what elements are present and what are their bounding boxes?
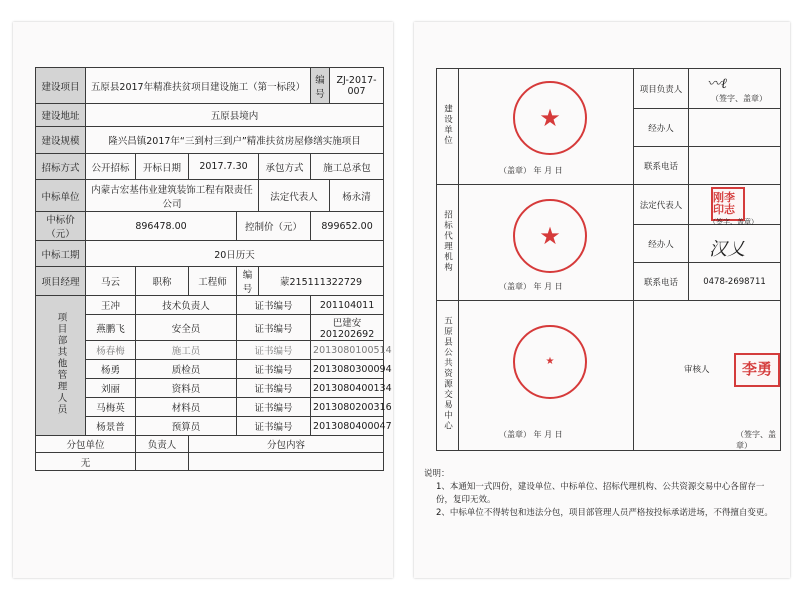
staff-cert: 2013080400047 bbox=[311, 417, 384, 436]
staff-name: 刘丽 bbox=[86, 379, 136, 398]
control-value: 899652.00 bbox=[311, 212, 384, 241]
bid-info-table bbox=[35, 67, 392, 471]
cert-value: 蒙215111322729 bbox=[259, 267, 384, 296]
staff-cert-label: 证书编号 bbox=[237, 417, 311, 436]
title-label: 职称 bbox=[136, 267, 189, 296]
section2-stamp-area bbox=[459, 185, 634, 301]
project-label: 建设项目 bbox=[36, 68, 86, 104]
agent-phone-value: 0478-2698711 bbox=[689, 263, 781, 301]
staff-row bbox=[36, 360, 384, 379]
staff-cert: 2013080100514 bbox=[311, 341, 384, 360]
left-page bbox=[13, 22, 393, 578]
agent-handler-label: 经办人 bbox=[634, 225, 689, 263]
sub-unit-label: 分包单位 bbox=[36, 436, 136, 453]
scale-value: 隆兴昌镇2017年“三到村三到户”精准扶贫房屋修缮实施项目 bbox=[86, 127, 384, 154]
site-value: 五原县境内 bbox=[86, 104, 384, 127]
period-label: 中标工期 bbox=[36, 241, 86, 267]
staff-name: 燕鹏飞 bbox=[86, 315, 136, 341]
legal-rep-value bbox=[689, 185, 781, 225]
staff-row bbox=[36, 398, 384, 417]
legal-sign-hint: （签字、盖章） bbox=[709, 218, 758, 226]
agent-handler-value bbox=[689, 225, 781, 263]
seal-date-line: （盖章） 年 月 日 bbox=[499, 166, 563, 175]
project-head-label: 项目负责人 bbox=[634, 69, 689, 109]
staff-cert: 2013080400134 bbox=[311, 379, 384, 398]
open-date-label: 开标日期 bbox=[136, 154, 189, 180]
seal-date-line: （盖章） 年 月 日 bbox=[499, 430, 563, 439]
others-label: 项目部其他管理人员 bbox=[36, 296, 86, 436]
staff-role: 安全员 bbox=[136, 315, 237, 341]
staff-row bbox=[36, 379, 384, 398]
section1-label: 建设单位 bbox=[437, 69, 459, 185]
staff-role: 资料员 bbox=[136, 379, 237, 398]
sub-head-value bbox=[136, 453, 189, 471]
title-value: 工程师 bbox=[189, 267, 237, 296]
section1-stamp-area bbox=[459, 69, 634, 185]
staff-name: 王冲 bbox=[86, 296, 136, 315]
method-label: 招标方式 bbox=[36, 154, 86, 180]
scale-label: 建设规模 bbox=[36, 127, 86, 154]
staff-name: 杨景普 bbox=[86, 417, 136, 436]
staff-cert-label: 证书编号 bbox=[237, 398, 311, 417]
reviewer-cell bbox=[634, 301, 781, 451]
sub-content-label: 分包内容 bbox=[189, 436, 384, 453]
legal-rep-value: 杨永清 bbox=[330, 180, 384, 212]
staff-cert-label: 证书编号 bbox=[237, 379, 311, 398]
agent-phone-label: 联系电话 bbox=[634, 263, 689, 301]
staff-cert: 2013080300094 bbox=[311, 360, 384, 379]
handler-label: 经办人 bbox=[634, 109, 689, 147]
agent-handler-signature: 汉乂 bbox=[709, 239, 745, 260]
staff-row bbox=[36, 296, 384, 315]
staff-cert-label: 证书编号 bbox=[237, 360, 311, 379]
legal-rep-label: 法定代表人 bbox=[634, 185, 689, 225]
staff-role: 质检员 bbox=[136, 360, 237, 379]
manager-label: 项目经理 bbox=[36, 267, 86, 296]
phone-value bbox=[689, 147, 781, 185]
seal-star-icon: ★ bbox=[539, 222, 561, 250]
staff-role: 预算员 bbox=[136, 417, 237, 436]
signature-table bbox=[436, 68, 781, 451]
sub-head-label: 负责人 bbox=[136, 436, 189, 453]
note-item: 2、中标单位不得转包和违法分包，项目部管理人员严格按投标承诺进场，不得擅自变更。 bbox=[436, 508, 773, 518]
staff-row bbox=[36, 341, 384, 360]
price-label: 中标价（元） bbox=[36, 212, 86, 241]
staff-row bbox=[36, 417, 384, 436]
site-label: 建设地址 bbox=[36, 104, 86, 127]
seal-date-line: （盖章） 年 月 日 bbox=[499, 282, 563, 291]
staff-cert: 巴建安201202692 bbox=[311, 315, 384, 341]
reviewer-label: 审核人 bbox=[684, 365, 710, 375]
project-head-signature: 〰ℓ bbox=[707, 76, 727, 92]
staff-cert-label: 证书编号 bbox=[237, 296, 311, 315]
staff-name: 马梅英 bbox=[86, 398, 136, 417]
phone-label: 联系电话 bbox=[634, 147, 689, 185]
number-label: 编号 bbox=[311, 68, 330, 104]
staff-cert: 201104011 bbox=[311, 296, 384, 315]
note-item: 1、本通知一式四份，建设单位、中标单位、招标代理机构、公共资源交易中心各留存一份，复印无效。 bbox=[436, 482, 765, 505]
project-head-value bbox=[689, 69, 781, 109]
method-value: 公开招标 bbox=[86, 154, 136, 180]
staff-role: 技术负责人 bbox=[136, 296, 237, 315]
notes-section bbox=[424, 468, 774, 520]
legal-rep-seal: 刚李印志 bbox=[711, 187, 745, 221]
control-label: 控制价（元） bbox=[237, 212, 311, 241]
agency-seal bbox=[513, 199, 587, 273]
winner-label: 中标单位 bbox=[36, 180, 86, 212]
staff-role: 施工员 bbox=[136, 341, 237, 360]
period-value: 20日历天 bbox=[86, 241, 384, 267]
staff-cert: 2013080200316 bbox=[311, 398, 384, 417]
staff-cert-label: 证书编号 bbox=[237, 341, 311, 360]
price-value: 896478.00 bbox=[86, 212, 237, 241]
section2-label: 招标代理机构 bbox=[437, 185, 459, 301]
sub-unit-value: 无 bbox=[36, 453, 136, 471]
number-value: ZJ-2017-007 bbox=[330, 68, 384, 104]
reviewer-seal: 李勇 bbox=[734, 353, 780, 387]
seal-star-icon: ★ bbox=[545, 356, 555, 367]
staff-role: 材料员 bbox=[136, 398, 237, 417]
contract-value: 施工总承包 bbox=[311, 154, 384, 180]
construction-unit-seal bbox=[513, 81, 587, 155]
reviewer-sign-hint: （签字、盖章） bbox=[736, 430, 776, 450]
right-page bbox=[414, 22, 790, 578]
section3-label: 五原县公共资源交易中心 bbox=[437, 301, 459, 451]
cert-label: 编号 bbox=[237, 267, 259, 296]
sub-content-value bbox=[189, 453, 384, 471]
contract-label: 承包方式 bbox=[259, 154, 311, 180]
legal-rep-label: 法定代表人 bbox=[259, 180, 330, 212]
staff-name: 杨勇 bbox=[86, 360, 136, 379]
sign-hint: （签字、盖章） bbox=[711, 94, 767, 103]
winner-value: 内蒙古宏基伟业建筑装饰工程有限责任公司 bbox=[86, 180, 259, 212]
seal-star-icon: ★ bbox=[539, 104, 561, 132]
manager-name: 马云 bbox=[86, 267, 136, 296]
open-date-value: 2017.7.30 bbox=[189, 154, 259, 180]
resource-center-seal bbox=[513, 325, 587, 399]
staff-name: 杨春梅 bbox=[86, 341, 136, 360]
project-name: 五原县2017年精准扶贫项目建设施工（第一标段） bbox=[86, 68, 311, 104]
notes-title: 说明： bbox=[424, 469, 450, 479]
staff-row bbox=[36, 315, 384, 341]
handler-value bbox=[689, 109, 781, 147]
section3-stamp-area bbox=[459, 301, 634, 451]
staff-cert-label: 证书编号 bbox=[237, 315, 311, 341]
